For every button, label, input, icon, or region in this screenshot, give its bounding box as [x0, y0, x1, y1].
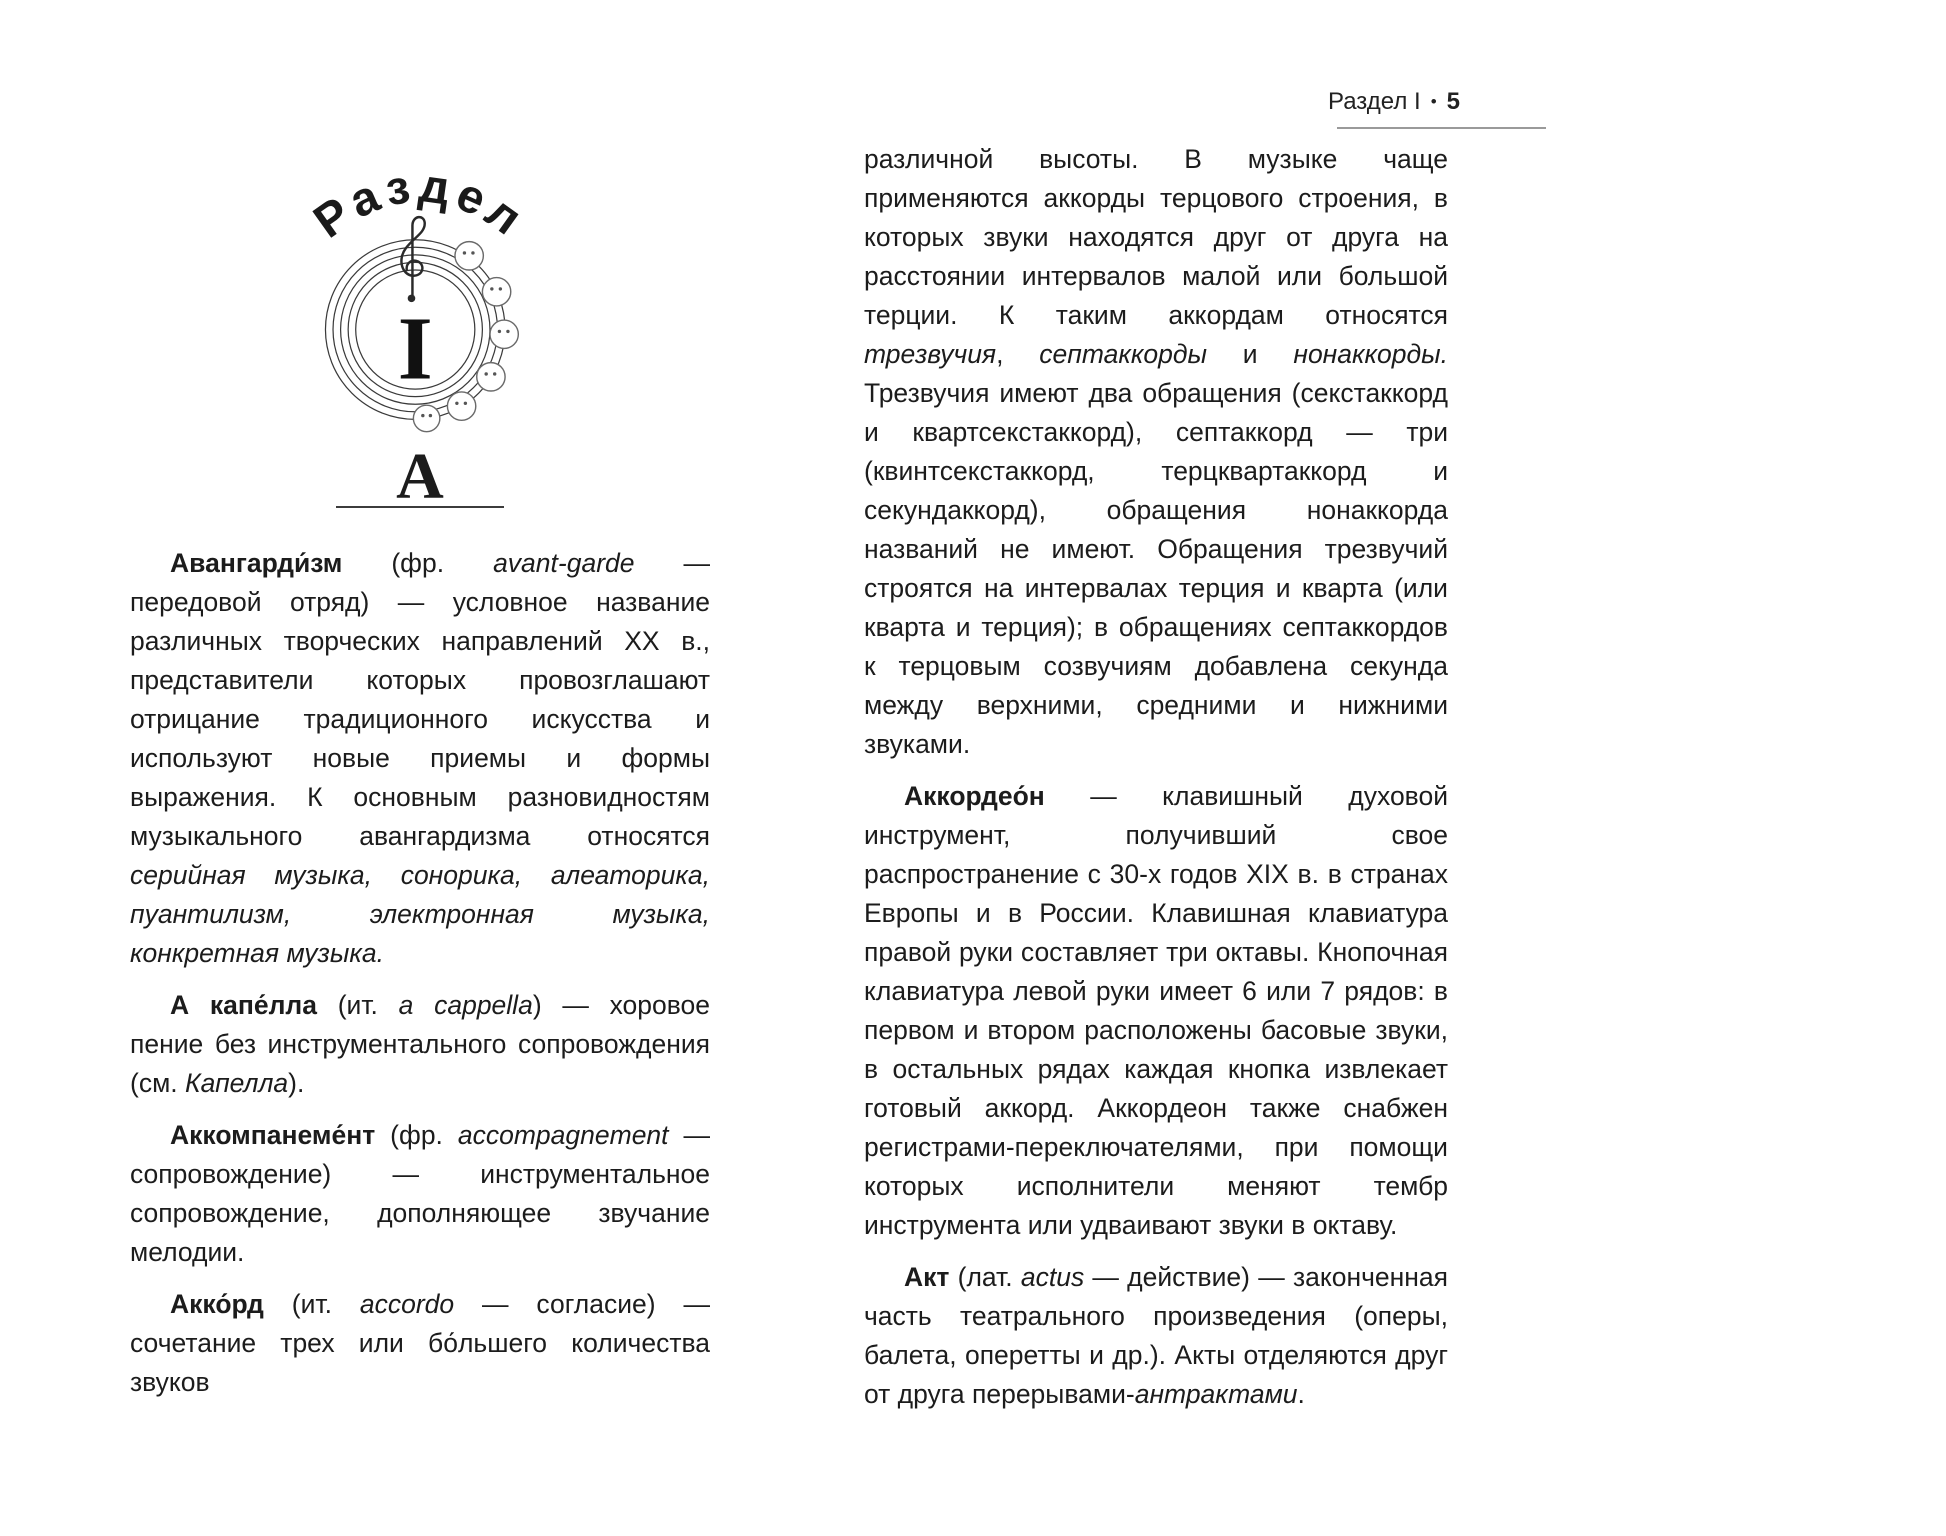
entry-text: — согласие) — сочетание трех или бо́льшего количества звуков: [130, 1289, 710, 1397]
entry-text: — действие) — законченная часть театрального произведения (оперы, балета, оперетты и др.). Акты отделяются друг от друга перерывами-: [864, 1262, 1448, 1409]
entry-italic-text: серийная музыка, сонорика, алеаторика, пуантилизм, электронная музыка, конкретная музыка.: [130, 860, 710, 968]
left-column: [130, 140, 710, 1415]
entry-paragraph: [864, 140, 1448, 764]
entry-italic-text: actus: [1020, 1262, 1085, 1292]
page-header: [1100, 88, 1460, 116]
section-logo: [130, 140, 710, 434]
entry-paragraph: [864, 777, 1448, 1245]
section-letter-block: [130, 440, 710, 513]
entry-text: .: [1297, 1379, 1305, 1409]
entry-text: ).: [288, 1068, 305, 1098]
treble-clef-icon: [401, 217, 424, 296]
entry-text: (лат.: [949, 1262, 1021, 1292]
entry-text: (ит.: [317, 990, 399, 1020]
right-column-entries: [864, 140, 1448, 1414]
entry-text: — сопровождение) — инструментальное сопровождение, дополняющее звучание мелодии.: [130, 1120, 710, 1267]
entry-text: различной высоты. В музыке чаще применяются аккорды терцового строения, в которых звуки находятся друг от друга на расстоянии интервалов малой или большой терции. К таким аккордам относятся: [864, 144, 1448, 330]
entry-text: и: [1206, 339, 1294, 369]
entry-italic-text: антрактами: [1134, 1379, 1298, 1409]
entry-text: ) — хоровое пение без инструментального сопровождения (см.: [130, 990, 710, 1098]
entry-term: Авангарди́зм: [170, 548, 343, 578]
entry-text: Трезвучия имеют два обращения (секстаккорд и квартсекстаккорд), септаккорд — три (квинтсекстаккорд, терцквартаккорд и секундаккорд), обращения нонаккорда названий не имеют. Обращения трезвучий строятся на интервалах терция и кварта (или кварта и терция); в обращениях септаккордов к терцовым созвучиям добавлена секунда между верхними, средними и нижними звуками.: [864, 378, 1448, 759]
entry-term: Аккордео́н: [904, 781, 1045, 811]
entry-text: (фр.: [342, 548, 494, 578]
entry-italic-text: септаккорды: [1039, 339, 1207, 369]
logo-arched-text: Раздел: [304, 158, 536, 249]
header-bullet: •: [1430, 92, 1437, 111]
entry-paragraph: [130, 544, 710, 973]
right-column: [864, 140, 1448, 1427]
entry-text: — передовой отряд) — условное название различных творческих направлений XX в., представители которых провозглашают отрицание традиционного искусства и используют новые приемы и формы выражения. К основным разновидностям музыкального авангардизма относятся: [130, 548, 710, 851]
entry-paragraph: [130, 986, 710, 1103]
entry-term: Акко́рд: [170, 1289, 264, 1319]
entry-paragraph: [130, 1285, 710, 1402]
logo-numeral: I: [397, 299, 433, 399]
entry-term: Акт: [904, 1262, 950, 1292]
entry-paragraph: [130, 1116, 710, 1272]
entry-text: (фр.: [375, 1120, 458, 1150]
section-letter: А: [396, 440, 444, 513]
entry-term: Аккомпанеме́нт: [170, 1120, 376, 1150]
entry-term: А капе́лла: [170, 990, 318, 1020]
entry-italic-text: нонаккорды.: [1293, 339, 1449, 369]
entry-italic-text: a cappella: [398, 990, 533, 1020]
entry-paragraph: [864, 1258, 1448, 1414]
header-rule: [1337, 127, 1546, 129]
entry-italic-text: accordo: [359, 1289, 455, 1319]
entry-italic-text: трезвучия: [864, 339, 997, 369]
left-column-entries: [130, 544, 710, 1402]
entry-text: (ит.: [263, 1289, 360, 1319]
section-logo-graphic: [264, 140, 576, 434]
entry-italic-text: avant-garde: [493, 548, 635, 578]
page-number: 5: [1446, 88, 1460, 115]
header-section-label: Раздел I: [1328, 88, 1421, 115]
entry-italic-text: Капелла: [185, 1068, 289, 1098]
entry-italic-text: accompagnement: [457, 1120, 669, 1150]
entry-text: — клавишный духовой инструмент, получивший свое распространение с 30-х годов XIX в. в странах Европы и в России. Клавишная клавиатура правой руки составляет три октавы. Кнопочная клавиатура левой руки имеет 6 или 7 рядов: в первом и втором расположены басовые звуки, в остальных рядах каждая кнопка извлекает готовый аккорд. Аккордеон также снабжен регистрами-переключателями, при помощи которых исполнители меняют тембр инструмента или удваивают звуки в октаву.: [864, 781, 1448, 1240]
entry-text: ,: [996, 339, 1040, 369]
